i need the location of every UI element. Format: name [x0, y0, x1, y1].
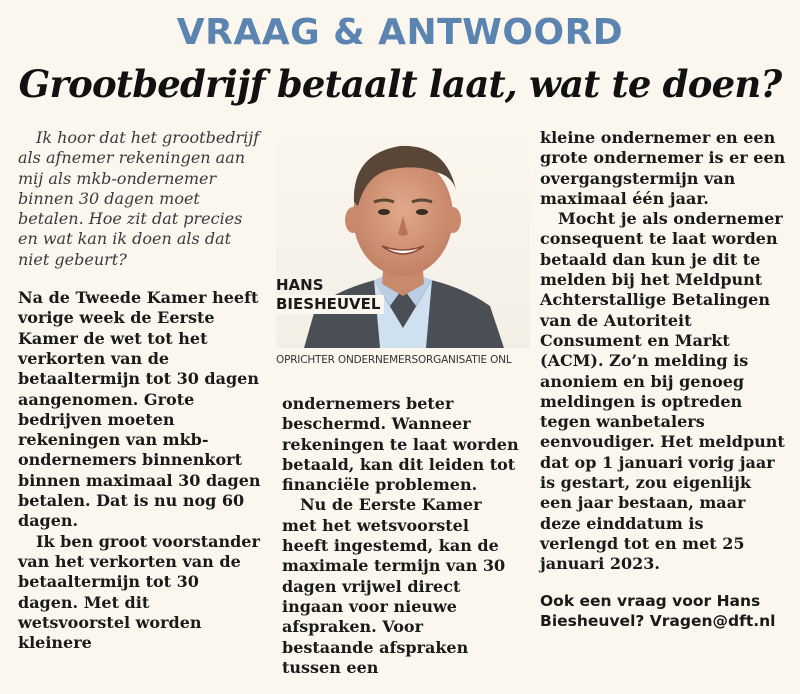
column-3: [540, 128, 786, 631]
paragraph: Na de Tweede Kamer heeft vorige week de Eerste Kamer de wet tot het verkorten van de betaaltermijn tot 30 dagen aangenomen. Grote bedrijven moeten rekeningen van mkb-ondernemers binnenkort binnen maximaal 30 dagen betalen. Dat is nu nog 60 dagen.: [18, 288, 261, 531]
author-photo: [276, 128, 530, 348]
column-1-body: [18, 288, 264, 653]
photo-caption: OPRICHTER ONDERNEMERSORGANISATIE ONL: [276, 354, 512, 366]
reader-question: Ik hoor dat het grootbedrijf als afnemer rekeningen aan mij als mkb-ondernemer binnen 30 dagen moet betalen. Hoe zit dat precies en wat kan ik doen als dat niet gebeurt?: [18, 128, 260, 269]
paragraph: kleine ondernemer en een grote ondernemer is er een overgangstermijn van maximaal één jaar.: [540, 128, 786, 208]
paragraph: Nu de Eerste Kamer met het wetsvoorstel heeft ingestemd, kan de maximale termijn van 30 dagen vrijwel direct ingaan voor nieuwe afspraken. Voor bestaande afspraken tussen een: [282, 495, 506, 677]
author-first-name: HANS: [276, 276, 324, 294]
column-2: [282, 394, 520, 678]
contact-line: Ook een vraag voor Hans Biesheuvel? Vragen@dft.nl: [540, 591, 776, 630]
article-headline: Grootbedrijf betaalt laat, wat te doen?: [18, 62, 782, 106]
author-name-tag: [276, 276, 384, 314]
column-1: [18, 128, 264, 653]
portrait-image: [276, 128, 530, 348]
paragraph: ondernemers beter beschermd. Wanneer rekeningen te laat worden betaald, kan dit leiden tot financiële problemen.: [282, 394, 519, 495]
paragraph: Mocht je als ondernemer consequent te laat worden betaald dan kun je dit te melden bij het Meldpunt Achterstallige Betalingen van de Autoriteit Consument en Markt (ACM). Zo’n melding is anoniem en bij genoeg meldingen is optreden tegen wanbetalers eenvoudiger. Het meldpunt dat op 1 januari vorig jaar is gestart, zou eigenlijk een jaar bestaan, maar deze einddatum is verlengd tot en met 25 januari 2023.: [540, 209, 785, 574]
paragraph: Ik ben groot voorstander van het verkorten van de betaaltermijn tot 30 dagen. Met dit wetsvoorstel worden kleinere: [18, 531, 260, 653]
author-last-name: BIESHEUVEL: [276, 295, 384, 314]
section-kicker: VRAAG & ANTWOORD: [176, 12, 624, 53]
